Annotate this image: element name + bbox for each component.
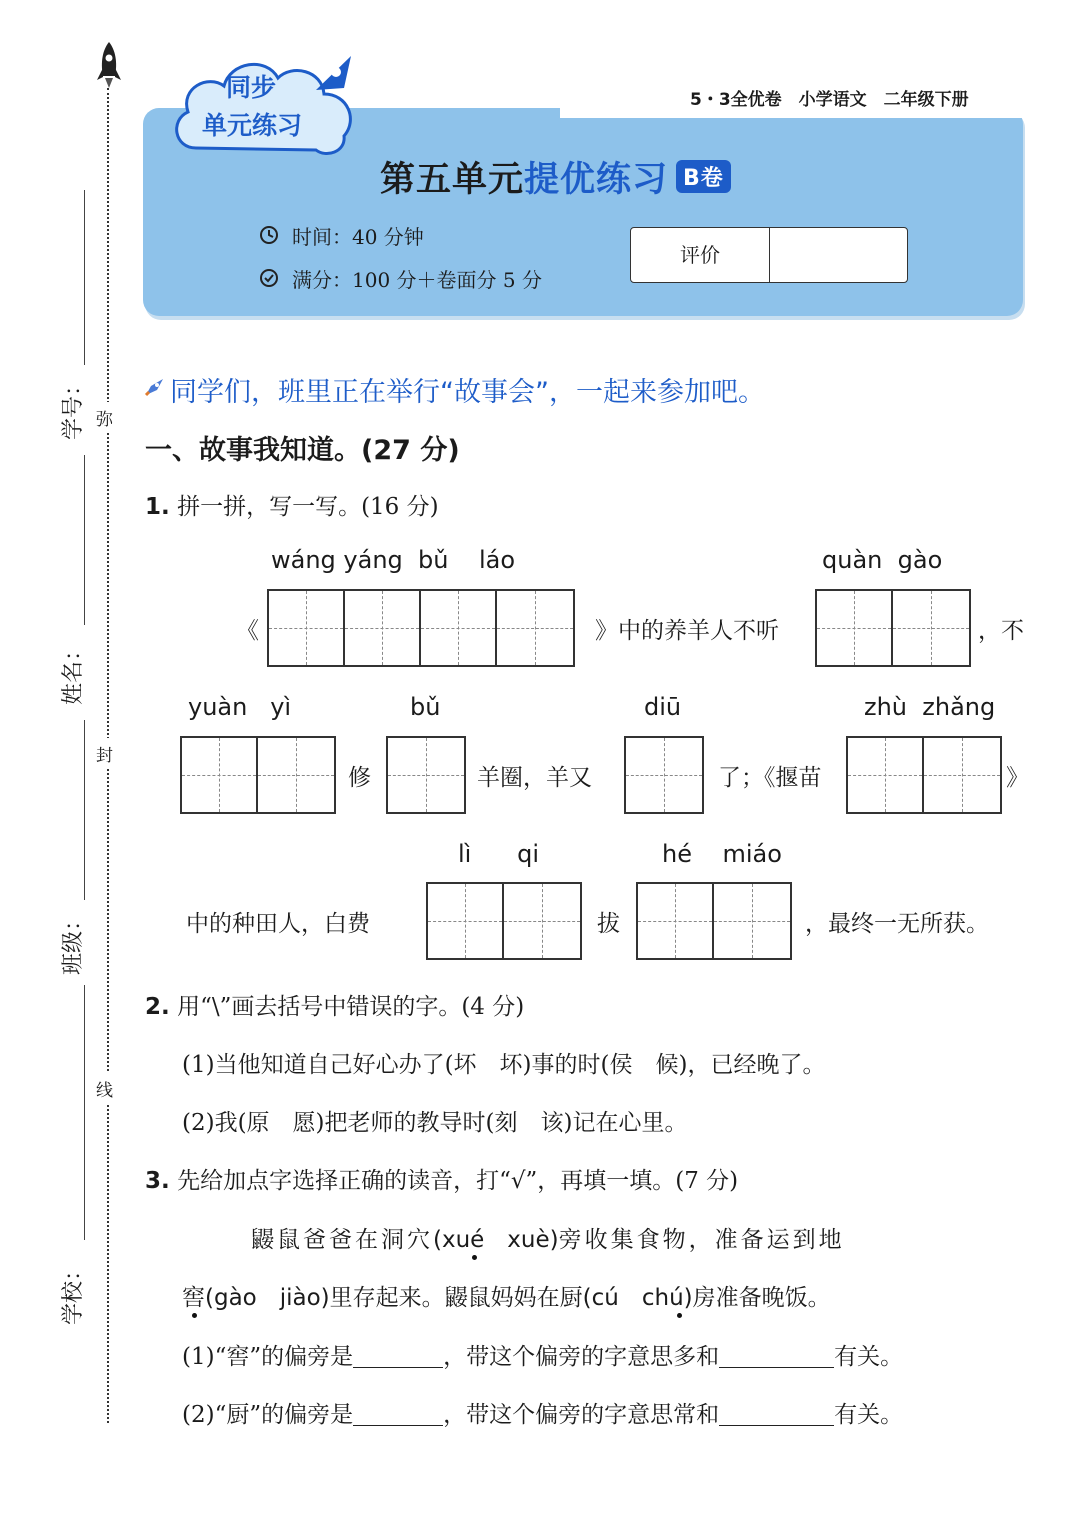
box-yuan-yi[interactable]: [180, 736, 336, 814]
intro-text: 同学们，班里正在举行“故事会”，一起来参加吧。: [170, 377, 765, 408]
q1-row2-t3: 了；《揠苗: [718, 765, 822, 791]
pencil-rocket-icon: [143, 376, 167, 398]
series-title: 5・3全优卷 小学语文 二年级下册: [690, 90, 969, 110]
cut-char-xian: 线: [96, 1073, 113, 1104]
q3-blank-radical-jiao[interactable]: [353, 1367, 443, 1368]
student-id-line: [84, 190, 85, 365]
q3-f1c: 有关。: [834, 1344, 904, 1370]
q3-p2e: 房准备晚饭。: [692, 1285, 831, 1311]
pinyin-bu: bǔ: [410, 693, 441, 721]
q3-text: 先给加点字选择正确的读音，打“√”，再填一填。(7 分): [177, 1168, 739, 1194]
q2-number: 2.: [145, 994, 170, 1020]
q3-passage-line2: [182, 1279, 831, 1312]
rocket-icon: [96, 40, 122, 90]
emphasis-dot-xue: [472, 1255, 477, 1260]
q3-p2c: 里存起来。鼹鼠妈妈在厨: [329, 1285, 583, 1311]
box-li-qi[interactable]: [426, 882, 582, 960]
q1-row2-t4: 》: [1006, 765, 1029, 791]
pinyin-yuan-yi: yuàn yì: [188, 693, 292, 721]
paper-badge: B卷: [676, 160, 731, 193]
check-circle-icon: [259, 268, 279, 288]
cloud-badge-icon: [166, 48, 366, 160]
q3-f1a: (1)“窖”的偏旁是: [182, 1344, 354, 1370]
box-diu[interactable]: [624, 736, 704, 814]
q2-heading: [145, 988, 524, 1021]
pinyin-wang-yang-bu-lao: wáng yáng bǔ láo: [271, 546, 516, 574]
q1-heading: [145, 488, 439, 521]
box-wang-yang-bu-lao[interactable]: [267, 589, 575, 667]
time-info: 时间：40 分钟: [292, 225, 424, 249]
section-1-title: 一、故事我知道。(27 分): [145, 435, 460, 466]
q1-row2-t2: 羊圈，羊又: [477, 765, 592, 791]
cloud-line1: 同步: [226, 73, 277, 102]
class-label: 班级：: [61, 908, 86, 975]
q1-row1-end: ，不: [978, 618, 1024, 644]
box-quan-gao[interactable]: [815, 589, 971, 667]
pinyin-diu: diū: [644, 693, 682, 721]
q1-text: 拼一拼，写一写。(16 分): [177, 494, 439, 520]
pinyin-quan-gao: quàn gào: [822, 546, 943, 574]
q3-f1b: ，带这个偏旁的字意思多和: [443, 1344, 720, 1370]
q2-sentence-2[interactable]: (2)我(原 愿)把老师的教导时(刻 该)记在心里。: [182, 1110, 688, 1136]
q3-f2a: (2)“厨”的偏旁是: [182, 1402, 354, 1428]
cut-char-feng: 封: [96, 738, 113, 769]
title-part1: 第五单元: [380, 160, 525, 200]
full-score-info: 满分：100 分＋卷面分 5 分: [292, 268, 542, 292]
class-line: [84, 720, 85, 900]
box-zhu-zhang[interactable]: [846, 736, 1002, 814]
emphasis-dot-jiao: [192, 1313, 197, 1318]
pinyin-he-miao: hé miáo: [662, 840, 782, 868]
student-id-label: 学号：: [61, 373, 86, 440]
name-label: 姓名：: [61, 638, 86, 705]
page-title: [380, 152, 731, 202]
box-he-miao[interactable]: [636, 882, 792, 960]
q3-fill-1: [182, 1338, 903, 1371]
cut-char-mi: 弥: [96, 402, 113, 433]
cloud-line2: 单元练习: [202, 111, 303, 140]
q3-blank-meaning-chu[interactable]: [719, 1425, 834, 1426]
q2-sentence-1[interactable]: (1)当他知道自己好心办了(坏 坏)事的时(侯 候)，已经晚了。: [182, 1052, 826, 1078]
q1-row3-t3: ，最终一无所获。: [805, 911, 989, 937]
q2-text: 用“\”画去括号中错误的字。(4 分): [177, 994, 525, 1020]
q3-f2c: 有关。: [834, 1402, 904, 1428]
pinyin-li-qi: lì qi: [458, 840, 540, 868]
emphasis-dot-chu: [677, 1313, 682, 1318]
q1-row1-mid: 》中的养羊人不听: [595, 618, 779, 644]
school-label: 学校：: [61, 1258, 86, 1325]
q1-row3-t1: 中的种田人，白费: [186, 911, 370, 937]
q3-p1a: 鼹鼠爸爸在洞穴: [251, 1227, 433, 1253]
name-line: [84, 455, 85, 625]
q3-f2b: ，带这个偏旁的字意思常和: [443, 1402, 720, 1428]
clock-icon: [259, 225, 279, 245]
q3-p1c: 旁收集食物，准备运到地: [558, 1227, 845, 1253]
q3-blank-radical-chu[interactable]: [353, 1425, 443, 1426]
q3-blank-meaning-jiao[interactable]: [719, 1367, 834, 1368]
q3-jiao-options[interactable]: (gào jiào): [205, 1285, 330, 1311]
q3-p2a: 窖: [182, 1285, 205, 1311]
q1-number: 1.: [145, 494, 170, 520]
q3-chu-options[interactable]: (cú chú): [582, 1285, 693, 1311]
pinyin-zhu-zhang: zhù zhǎng: [864, 693, 996, 721]
q3-xue-options[interactable]: (xué xuè): [433, 1227, 559, 1253]
q1-row2-t1: 修: [348, 765, 371, 791]
box-bu[interactable]: [386, 736, 466, 814]
q3-fill-2: [182, 1396, 903, 1429]
evaluation-label: 评价: [631, 228, 770, 282]
evaluation-input[interactable]: [771, 229, 905, 280]
school-line: [84, 985, 85, 1240]
q1-row3-t2: 拔: [597, 911, 620, 937]
q3-heading: [145, 1162, 738, 1195]
q3-number: 3.: [145, 1168, 170, 1194]
title-part2: 提优练习: [524, 160, 669, 200]
q3-passage-line1: [251, 1221, 845, 1254]
q1-row1-open: 《: [236, 618, 259, 644]
